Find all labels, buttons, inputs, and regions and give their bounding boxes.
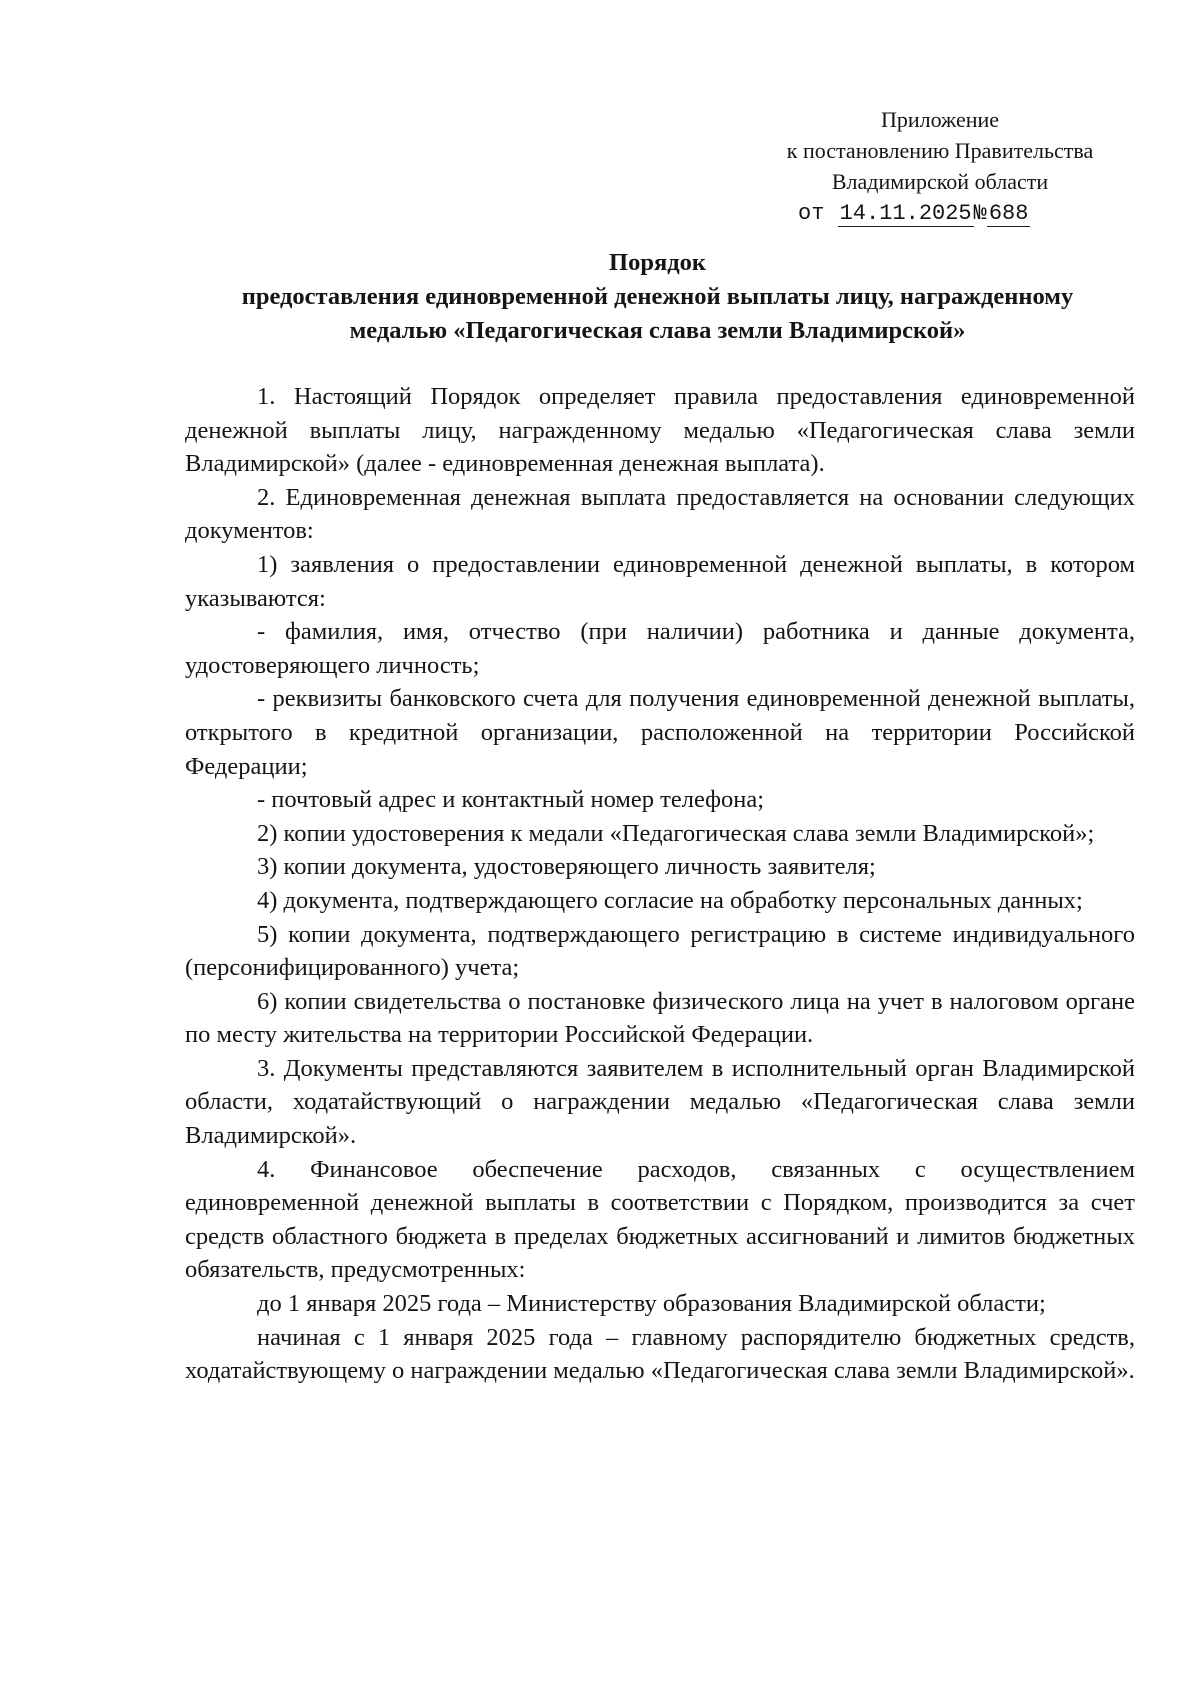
list-item-6: 6) копии свидетельства о постановке физического лица на учет в налоговом органе по месту жительства на территории Российской Федерации. <box>185 987 1135 1049</box>
sub-item-bank: - реквизиты банковского счета для получения единовременной денежной выплаты, открытого в кредитной организации, расположенной на территории Российской Федерации; <box>185 685 1135 780</box>
sub-item-name: - фамилия, имя, отчество (при наличии) работника и данные документа, удостоверяющего личность; <box>185 618 1135 679</box>
paragraph-4: 4. Финансовое обеспечение расходов, связанных с осуществлением единовременной денежной выплаты в соответствии с Порядком, производится за счет средств областного бюджета в пределах бюджетных ассигнований и лимитов бюджетных обязательств, предусмотренных: <box>185 1155 1135 1284</box>
paragraph-2: 2. Единовременная денежная выплата предоставляется на основании следующих документов: <box>185 483 1135 545</box>
list-item-2: 2) копии удостоверения к медали «Педагогическая слава земли Владимирской»; <box>257 819 1095 847</box>
appendix-region: Владимирской области <box>831 169 1049 194</box>
funding-item-after: начиная с 1 января 2025 года – главному распорядителю бюджетных средств, ходатайствующему о награждении медалью «Педагогическая слава земли Владимирской». <box>185 1323 1135 1385</box>
list-item-4: 4) документа, подтверждающего согласие на обработку персональных данных; <box>257 886 1083 914</box>
list-item-5: 5) копии документа, подтверждающего регистрацию в системе индивидуального (персонифицированного) учета; <box>185 920 1135 982</box>
paragraph-1: 1. Настоящий Порядок определяет правила предоставления единовременной денежной выплаты лицу, награжденному медалью «Педагогическая слава земли Владимирской» (далее - единовременная денежная выплата). <box>185 383 1135 478</box>
appendix-label: Приложение <box>880 107 1000 132</box>
document-title <box>180 246 1135 348</box>
date-prefix: от <box>798 201 825 226</box>
list-item-3: 3) копии документа, удостоверяющего личность заявителя; <box>257 853 876 881</box>
funding-item-before: до 1 января 2025 года – Министерству образования Владимирской области; <box>257 1290 1046 1318</box>
appendix-block <box>770 104 1110 229</box>
document-body <box>185 380 1135 1388</box>
appendix-date-line <box>770 198 1110 229</box>
number-sign: № <box>973 201 987 226</box>
title-line-1: Порядок <box>609 249 706 276</box>
appendix-resolution-ref: к постановлению Правительства <box>786 138 1094 163</box>
paragraph-3: 3. Документы представляются заявителем в исполнительный орган Владимирской области, ходатайствующий о награждении медалью «Педагогическая слава земли Владимирской». <box>185 1054 1135 1150</box>
number-value <box>987 202 1031 227</box>
title-line-2: предоставления единовременной денежной выплаты лицу, награжденному <box>241 283 1074 310</box>
date-value: 14.11.2025 <box>839 201 972 226</box>
sub-item-address: - почтовый адрес и контактный номер телефона; <box>257 786 765 814</box>
number-value-text: 688 <box>988 201 1029 226</box>
list-item-1: 1) заявления о предоставлении единовременной денежной выплаты, в котором указываются: <box>185 550 1135 612</box>
title-line-3: медалью «Педагогическая слава земли Владимирской» <box>349 317 966 344</box>
